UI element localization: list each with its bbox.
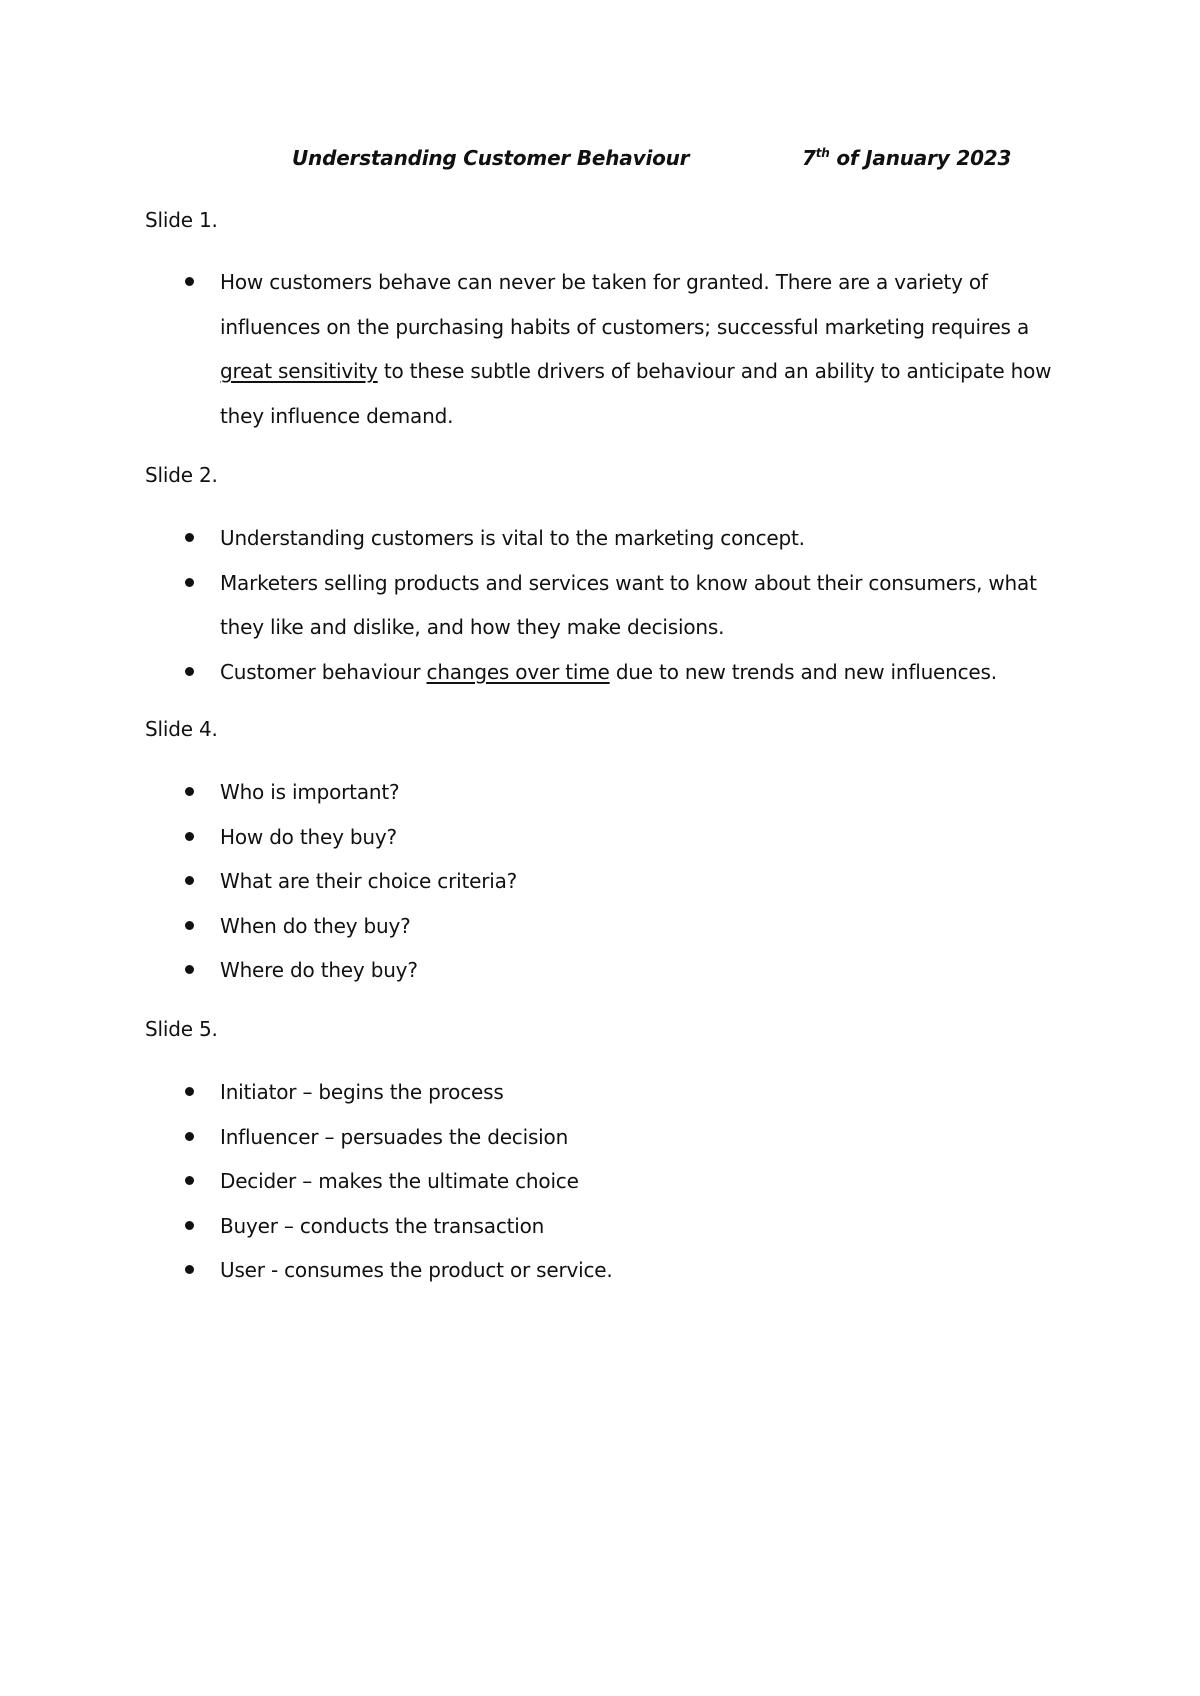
bullet-icon: [185, 533, 194, 542]
bullet-text-before: Customer behaviour: [220, 659, 427, 684]
bullet-list: [180, 1070, 1080, 1293]
list-item: [180, 1248, 1080, 1293]
list-item: [180, 260, 1060, 438]
list-item: [180, 1070, 1080, 1115]
bullet-text: How do they buy?: [220, 824, 397, 849]
bullet-icon: [185, 965, 194, 974]
bullet-text: Buyer – conducts the transaction: [220, 1213, 545, 1238]
bullet-icon: [185, 1265, 194, 1274]
bullet-icon: [185, 1132, 194, 1141]
date-rest: of January 2023: [829, 146, 1012, 170]
bullet-icon: [185, 787, 194, 796]
list-item: [180, 948, 1080, 993]
slide-heading: Slide 4.: [145, 717, 218, 741]
underlined-text: changes over time: [426, 659, 610, 684]
date-suffix: th: [815, 146, 830, 160]
list-item: [180, 815, 1080, 860]
list-item: [180, 1115, 1080, 1160]
list-item: [180, 561, 1060, 650]
bullet-text-after: to these subtle drivers of behaviour and an ability to anticipate how they influence demand.: [220, 359, 1052, 428]
bullet-text: What are their choice criteria?: [220, 869, 518, 893]
bullet-text: When do they buy?: [220, 913, 411, 938]
bullet-icon: [185, 578, 194, 587]
date-day: 7: [802, 146, 816, 170]
list-item: [180, 1159, 1080, 1204]
bullet-icon: [185, 1176, 194, 1185]
list-item: [180, 859, 1080, 904]
slide-heading: Slide 5.: [145, 1017, 218, 1041]
document-title: Understanding Customer Behaviour: [292, 146, 690, 170]
bullet-icon: [185, 1221, 194, 1230]
bullet-icon: [185, 667, 194, 676]
slide-heading: Slide 2.: [145, 463, 218, 487]
bullet-text: Where do they buy?: [220, 958, 418, 982]
bullet-list: [180, 770, 1080, 993]
bullet-list: [180, 516, 1060, 694]
list-item: [180, 650, 1060, 695]
bullet-list: [180, 260, 1060, 438]
bullet-text: Understanding customers is vital to the marketing concept.: [220, 526, 805, 550]
bullet-icon: [185, 876, 194, 885]
underlined-text: great sensitivity: [220, 359, 378, 383]
bullet-text: Marketers selling products and services want to know about their consumers, what they like and dislike, and how they make decisions.: [220, 570, 1037, 639]
document-date: [802, 146, 1011, 170]
bullet-text: User - consumes the product or service.: [220, 1258, 613, 1282]
bullet-text: Who is important?: [220, 780, 400, 804]
bullet-text: Decider – makes the ultimate choice: [220, 1169, 579, 1193]
list-item: [180, 904, 1080, 949]
bullet-icon: [185, 277, 194, 286]
bullet-icon: [185, 832, 194, 841]
slide-heading: Slide 1.: [145, 208, 218, 232]
list-item: [180, 516, 1060, 561]
bullet-icon: [185, 1087, 194, 1096]
list-item: [180, 1204, 1080, 1249]
bullet-text: Influencer – persuades the decision: [220, 1124, 569, 1149]
bullet-text-before: How customers behave can never be taken for granted. There are a variety of influences on the purchasing habits of customers; successful marketing requires a: [220, 270, 1029, 339]
bullet-icon: [185, 921, 194, 930]
list-item: [180, 770, 1080, 815]
bullet-text-after: due to new trends and new influences.: [609, 659, 997, 684]
bullet-text: Initiator – begins the process: [220, 1080, 504, 1104]
